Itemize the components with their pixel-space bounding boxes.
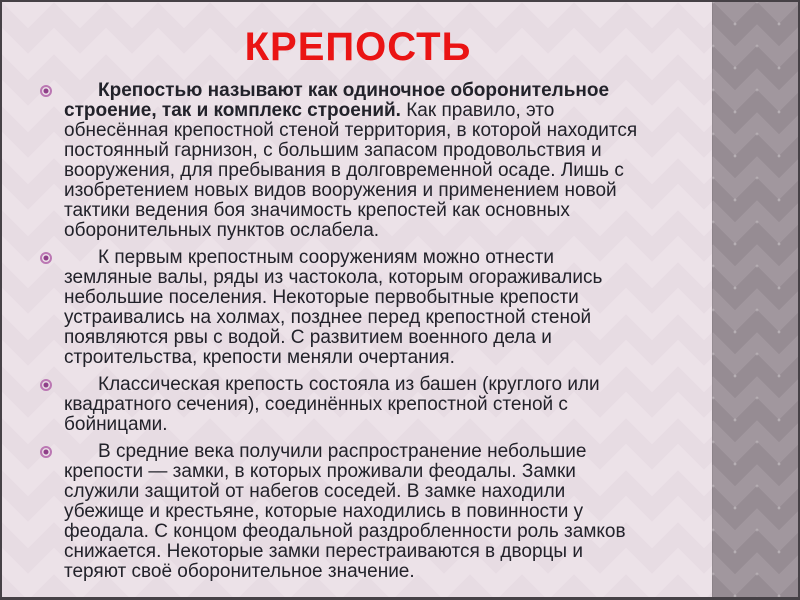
bullet-text-bold: Крепостью называют как одиночное оборонительное строение, так и комплекс строений. [64,80,610,121]
decorative-side-band [712,2,798,597]
bullet-item [40,375,640,435]
bullet-text: Классическая крепость состояла из башен (круглого или квадратного сечения), соединённых крепостной стеной с бойницами. [64,374,600,435]
bullet-item [40,248,640,368]
bullet-text: К первым крепостным сооружениям можно отнести земляные валы, ряды из частокола, которым огораживались небольшие поселения. Некоторые первобытные крепости устраивались на холмах, позднее перед крепостной стеной появляются рвы с водой. С развитием военного дела и строительства, крепости меняли очертания. [64,247,603,368]
bullet-text: В средние века получили распространение небольшие крепости — замки, в которых проживали феодалы. Замки служили защитой от набегов соседей. В замке находили убежище и крестьяне, которые находились в повинности у феодала. С концом феодальной раздробленности роль замков снижается. Некоторые замки перестраиваются в дворцы и теряют своё оборонительное значение. [64,441,626,582]
fisheye-bullet-icon [40,85,52,97]
fisheye-bullet-icon [40,252,52,264]
slide-title: КРЕПОСТЬ [244,25,472,69]
fisheye-bullet-icon [40,446,52,458]
bullet-item [40,442,640,582]
bullet-item [40,81,640,241]
fisheye-bullet-icon [40,379,52,391]
bullet-list [40,81,640,582]
bullet-text: Как правило, это обнесённая крепостной стеной территория, в которой находится постоянный гарнизон, с большим запасом продовольствия и вооружения, для пребывания в долговременной осаде. Лишь с изобретением новых видов вооружения и применением новой тактики ведения боя значимость крепостей как основных оборонительных пунктов ослабела. [64,100,638,241]
